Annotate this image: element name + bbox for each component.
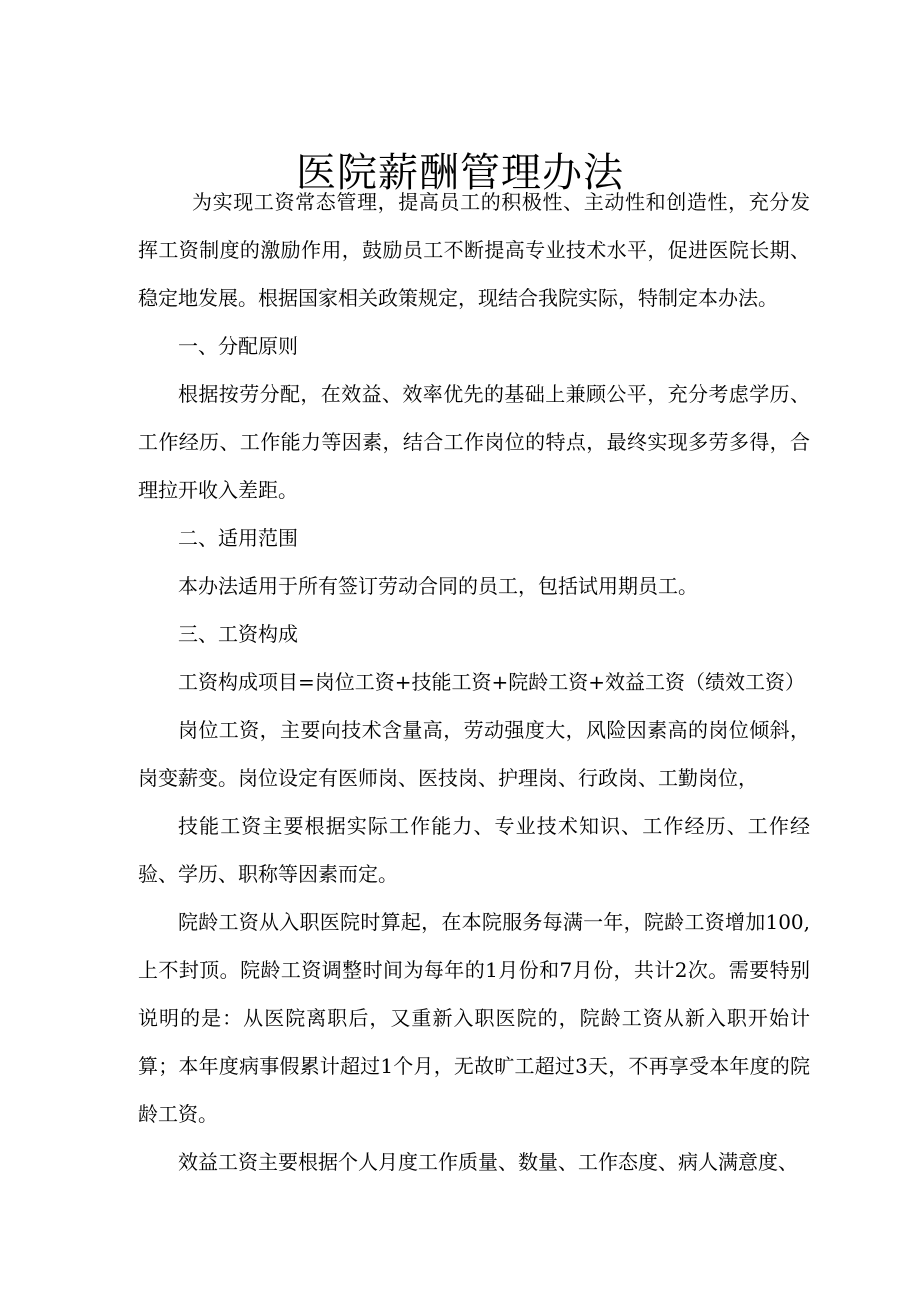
document-title: 医院薪酬管理办法 [296, 149, 624, 196]
position-salary-paragraph: 岗位工资，主要向技术含量高，劳动强度大，风险因素高的岗位倾斜，岗变薪变。岗位设定有医师岗、医技岗、护理岗、行政岗、工勤岗位， [138, 718, 810, 790]
salary-formula-paragraph: 工资构成项目=岗位工资+技能工资+院龄工资+效益工资（绩效工资） [178, 670, 806, 694]
scope-paragraph: 本办法适用于所有签订劳动合同的员工，包括试用期员工。 [178, 574, 698, 598]
intro-paragraph: 为实现工资常态管理，提高员工的积极性、主动性和创造性，充分发挥工资制度的激励作用，鼓励员工不断提高专业技术水平，促进医院长期、稳定地发展。根据国家相关政策规定，现结合我院实际，特制定本办法。 [138, 190, 810, 310]
skill-salary-paragraph: 技能工资主要根据实际工作能力、专业技术知识、工作经历、工作经验、学历、职称等因素而定。 [138, 814, 810, 886]
section-heading-distribution-principle: 一、分配原则 [178, 334, 298, 358]
seniority-salary-paragraph: 院龄工资从入职医院时算起，在本院服务每满一年，院龄工资增加100,上不封顶。院龄工资调整时间为每年的1月份和7月份，共计2次。需要特别说明的是：从医院离职后，又重新入职医院的，院龄工资从新入职开始计算；本年度病事假累计超过1个月，无故旷工超过3天，不再享受本年度的院龄工资。 [138, 910, 810, 1126]
section-heading-scope: 二、适用范围 [178, 526, 298, 550]
document-body [138, 178, 810, 1186]
performance-salary-paragraph: 效益工资主要根据个人月度工作质量、数量、工作态度、病人满意度、 [178, 1150, 798, 1174]
section-heading-salary-structure: 三、工资构成 [178, 622, 298, 646]
distribution-principle-paragraph: 根据按劳分配，在效益、效率优先的基础上兼顾公平，充分考虑学历、工作经历、工作能力等因素，结合工作岗位的特点，最终实现多劳多得，合理拉开收入差距。 [138, 382, 810, 502]
